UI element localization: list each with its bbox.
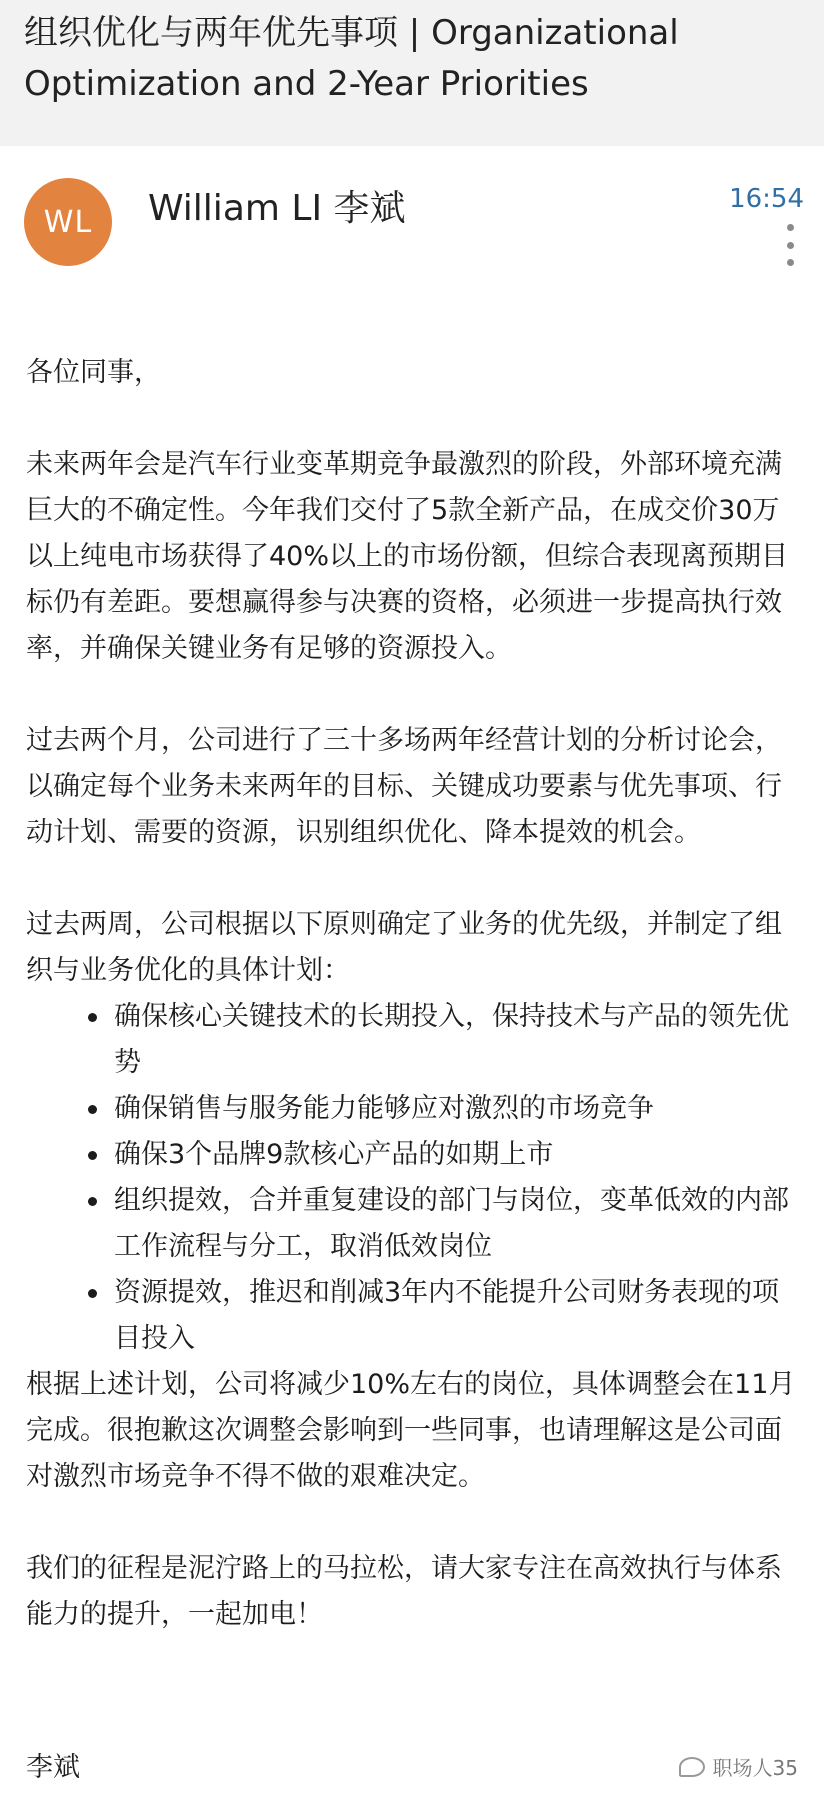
signature: 李斌 <box>26 1752 80 1783</box>
more-vertical-icon[interactable] <box>778 224 802 266</box>
greeting: 各位同事， <box>26 357 161 388</box>
body-paragraph: 未来两年会是汽车行业变革期竞争最激烈的阶段，外部环境充满巨大的不确定性。今年我们交付了5款全新产品，在成交价30万以上纯电市场获得了40%以上的市场份额，但综合表现离预期目标仍有差距。要想赢得参与决赛的资格，必须进一步提高执行效率，并确保关键业务有足够的资源投入。 <box>26 449 789 664</box>
priority-item: 组织提效，合并重复建设的部门与岗位，变革低效的内部工作流程与分工，取消低效岗位 <box>88 1178 801 1270</box>
watermark-text: 职场人35 <box>712 1756 798 1780</box>
more-dot <box>787 224 794 231</box>
priority-item: 确保核心关键技术的长期投入，保持技术与产品的领先优势 <box>88 994 801 1086</box>
body-paragraph: 过去两周，公司根据以下原则确定了业务的优先级，并制定了组织与业务优化的具体计划： <box>26 909 782 986</box>
more-dot <box>787 259 794 266</box>
sender-avatar[interactable]: WL <box>24 178 112 266</box>
email-subject: 组织优化与两年优先事项 | Organizational Optimization and 2-Year Priorities <box>24 13 679 104</box>
wechat-logo-icon <box>679 1757 705 1777</box>
watermark <box>679 1752 798 1781</box>
body-paragraph: 过去两个月，公司进行了三十多场两年经营计划的分析讨论会，以确定每个业务未来两年的目标、关键成功要素与优先事项、行动计划、需要的资源，识别组织优化、降本提效的机会。 <box>26 725 782 848</box>
sender-row <box>0 146 824 296</box>
email-time: 16:54 <box>729 184 804 214</box>
priority-list <box>26 994 801 1362</box>
email-body <box>26 350 801 1638</box>
priority-item: 资源提效，推迟和削减3年内不能提升公司财务表现的项目投入 <box>88 1270 801 1362</box>
priority-item: 确保销售与服务能力能够应对激烈的市场竞争 <box>88 1086 801 1132</box>
more-dot <box>787 242 794 249</box>
sender-name[interactable]: William LI 李斌 <box>148 188 406 229</box>
body-paragraph: 我们的征程是泥泞路上的马拉松，请大家专注在高效执行与体系能力的提升，一起加电！ <box>26 1553 782 1630</box>
body-paragraph: 根据上述计划，公司将减少10%左右的岗位，具体调整会在11月完成。很抱歉这次调整会影响到一些同事，也请理解这是公司面对激烈市场竞争不得不做的艰难决定。 <box>26 1369 796 1492</box>
priority-item: 确保3个品牌9款核心产品的如期上市 <box>88 1132 801 1178</box>
subject-bar <box>0 0 824 146</box>
